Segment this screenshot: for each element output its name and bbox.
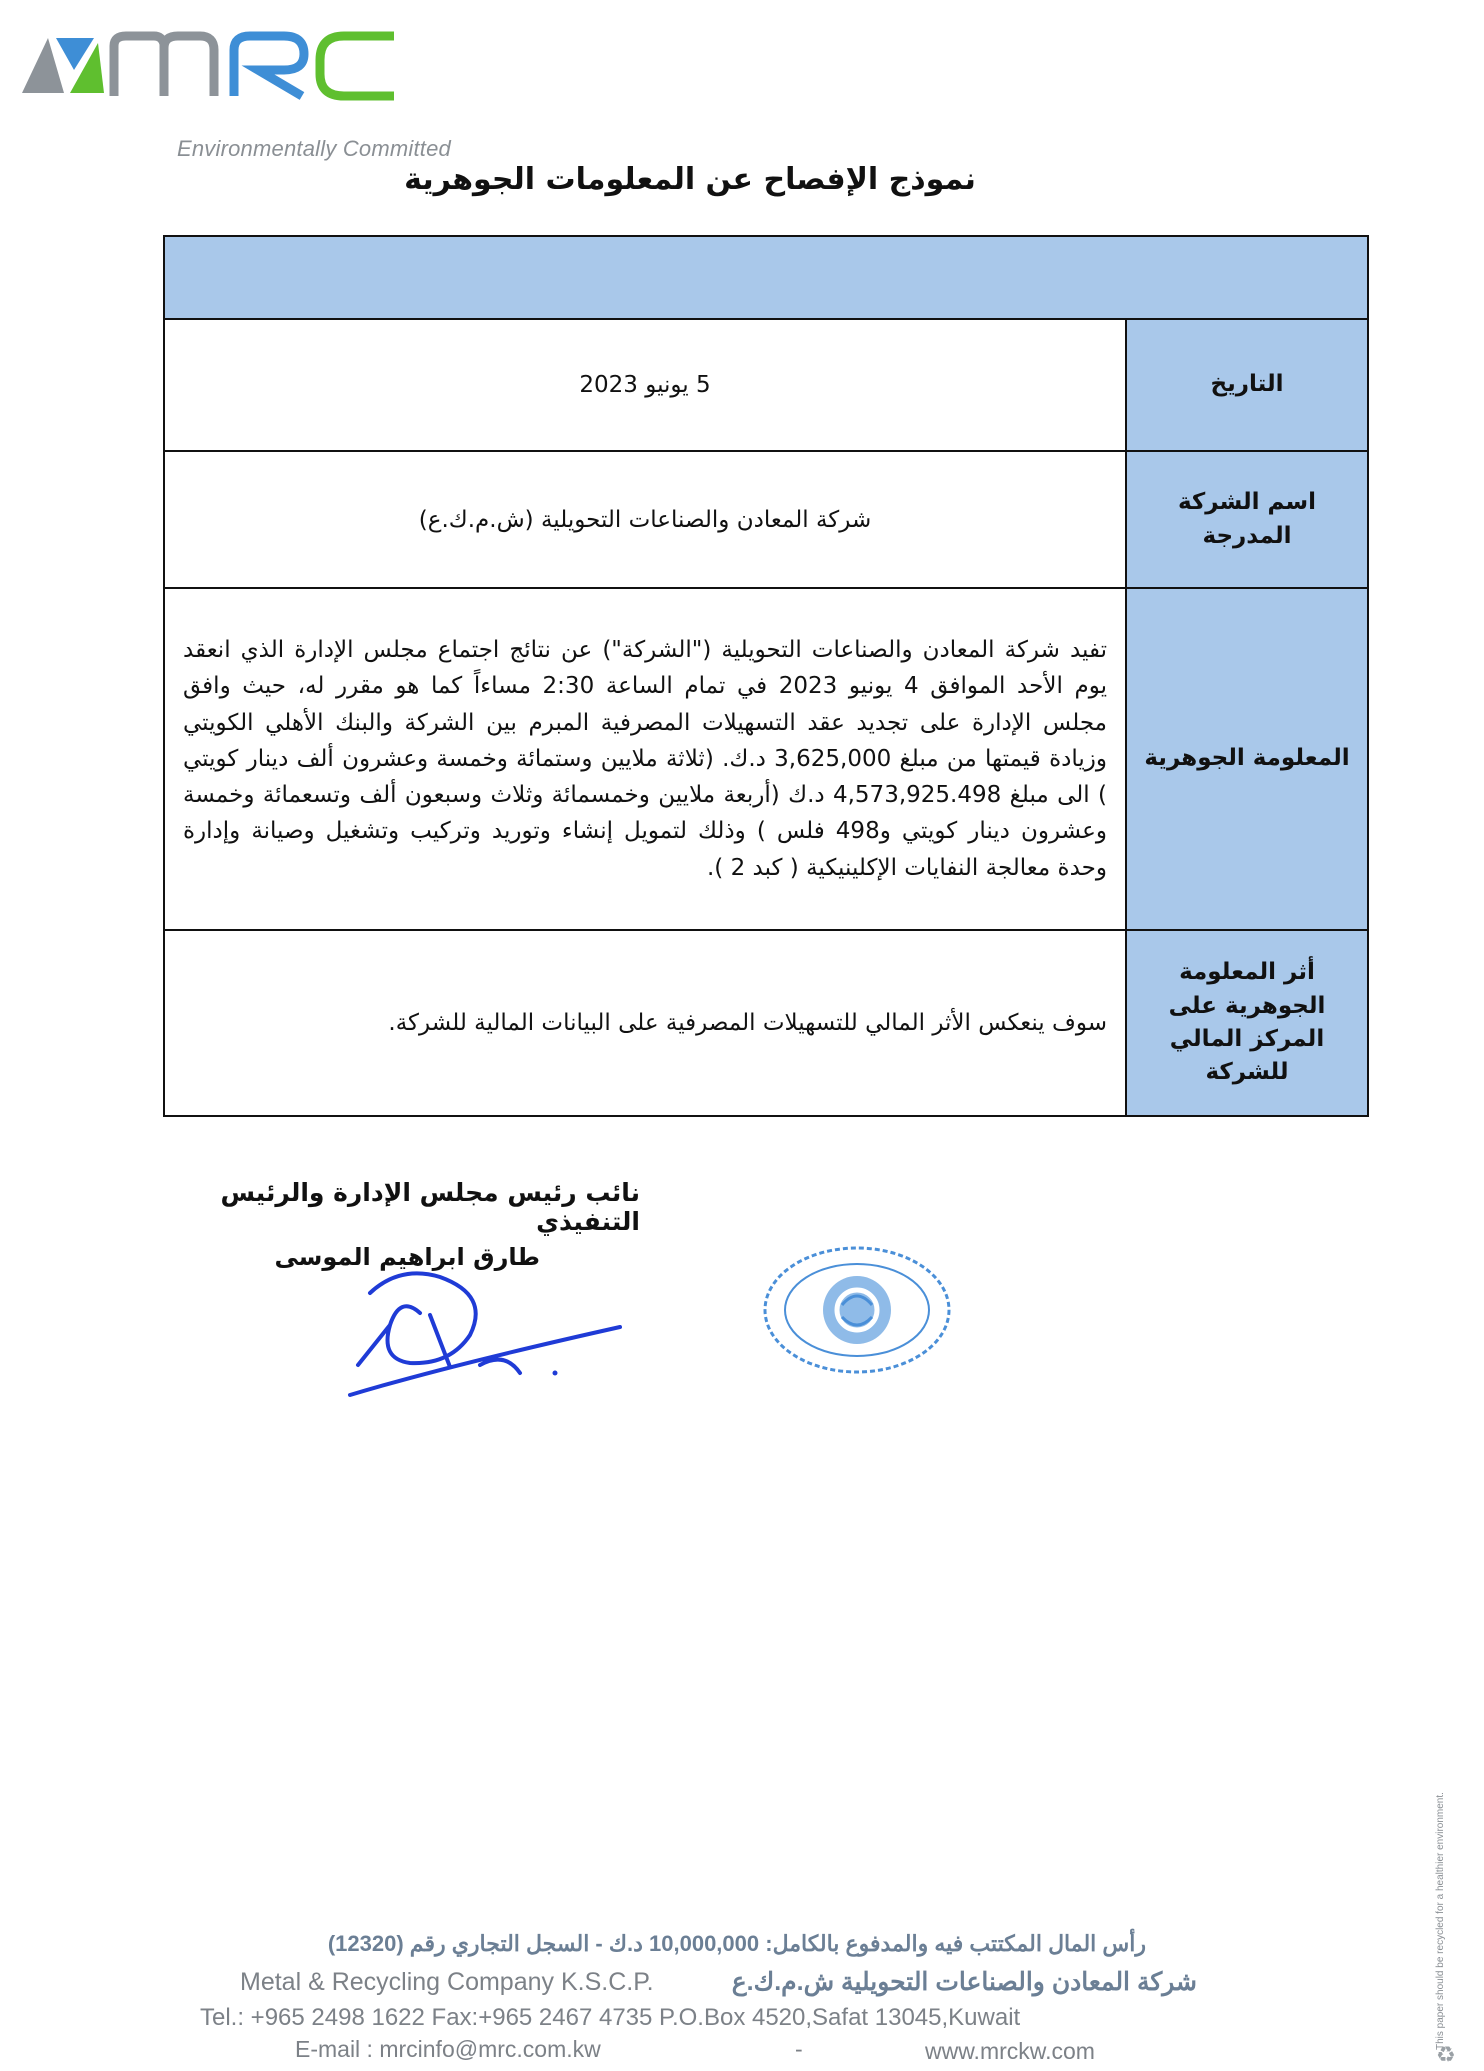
recycle-icon: ♻ (1436, 2043, 1456, 2068)
footer-capital-line: رأس المال المكتتب فيه والمدفوع بالكامل: 10,000,000 د.ك - السجل التجاري رقم (12320) (327, 1931, 1146, 1956)
footer-separator: - (795, 2036, 803, 2062)
table-row-company (163, 450, 1369, 589)
document-title: نموذج الإفصاح عن المعلومات الجوهرية (404, 162, 976, 197)
recycle-note: This paper should be recycled for a healthier environment. (1435, 1792, 1446, 2050)
mrc-logo-mark (22, 18, 492, 128)
company-stamp (750, 1235, 965, 1385)
signatory-name: طارق ابراهيم الموسى (274, 1243, 540, 1271)
footer-email[interactable]: E-mail : mrcinfo@mrc.com.kw (295, 2036, 601, 2062)
table-row-financial-impact (163, 929, 1369, 1117)
table-row-date (163, 318, 1369, 452)
footer-contact: Tel.: +965 2498 1622 Fax:+965 2467 4735 P.O.Box 4520,Safat 13045,Kuwait (200, 2004, 1021, 2031)
footer-company-ar: شركة المعادن والصناعات التحويلية ش.م.ك.ع (731, 1968, 1197, 1996)
logo-tagline: Environmentally Committed (177, 136, 451, 161)
date-label: التاريخ (1125, 320, 1367, 450)
company-value: شركة المعادن والصناعات التحويلية (ش.م.ك.ع) (418, 506, 872, 533)
table-header-band (163, 235, 1369, 320)
signatory-title: نائب رئيس مجلس الإدارة والرئيس التنفيذي (220, 1178, 640, 1236)
financial-impact-text: سوف ينعكس الأثر المالي للتسهيلات المصرفية على البيانات المالية للشركة. (388, 1009, 1107, 1036)
material-info-text: تفيد شركة المعادن والصناعات التحويلية ("الشركة") عن نتائج اجتماع مجلس الإدارة الذي انعقد يوم الأحد الموافق 4 يونيو 2023 في تمام الساعة 2:30 مساءاً كما هو مقرر له، حيث وافق مجلس الإدارة على تجديد عقد التسهيلات المصرفية المبرم بين الشركة والبنك الأهلي الكويتي وزيادة قيمتها من مبلغ 3,625,000 د.ك. (ثلاثة ملايين وستمائة وخمسة وعشرون ألف دينار كويتي ) الى مبلغ 4,573,925.498 د.ك (أربعة ملايين وخمسمائة وثلاث وسبعون ألف وتسعمائة وخمسة وعشرون دينار كويتي و498 فلس ) وذلك لتمويل إنشاء وتوريد وتركيب وتشغيل وصيانة وإدارة وحدة معالجة النفايات الإكلينيكية ( كبد 2 ). (183, 636, 1107, 881)
table-row-material-info (163, 587, 1369, 931)
financial-impact-label: أثر المعلومة الجوهرية على المركز المالي للشركة (1125, 931, 1367, 1115)
company-logo (22, 18, 492, 168)
material-info-cell (165, 589, 1125, 929)
material-info-label: المعلومة الجوهرية (1125, 589, 1367, 929)
handwritten-signature (330, 1255, 630, 1405)
date-value: 5 يونيو 2023 (579, 372, 711, 398)
footer-company-en: Metal & Recycling Company K.S.C.P. (240, 1968, 654, 1996)
financial-impact-cell (165, 931, 1125, 1115)
company-label: اسم الشركة المدرجة (1125, 452, 1367, 587)
footer-website[interactable]: www.mrckw.com (925, 2038, 1095, 2064)
